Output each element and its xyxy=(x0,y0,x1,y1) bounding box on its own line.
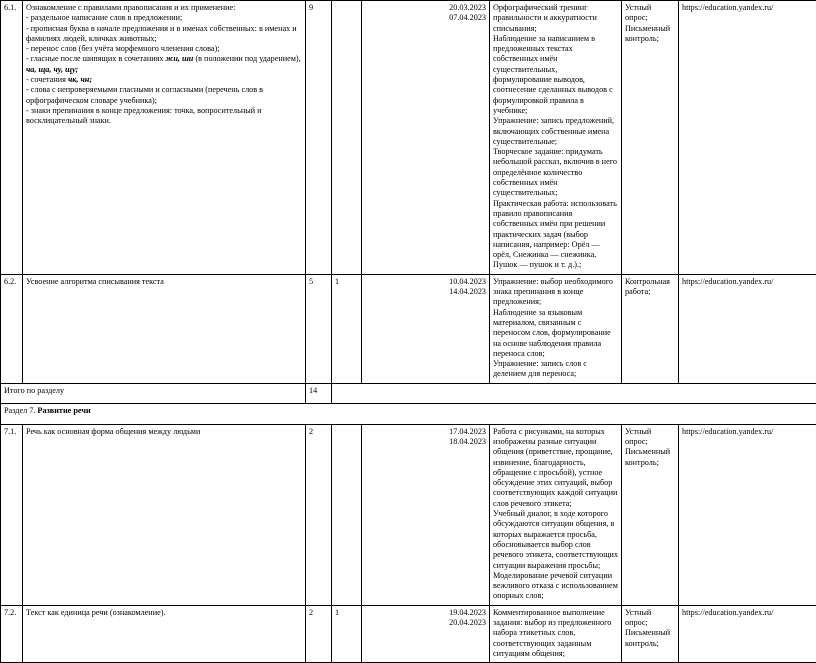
activity-item: Творческое задание: придумать небольшой рассказ, включив в него определённое количество собственных имён существительных; xyxy=(493,147,618,198)
subtotal-label: Итого по разделу xyxy=(1,383,306,403)
section-title: Развитие речи xyxy=(37,406,90,415)
form-item: Письменный контроль; xyxy=(625,447,675,468)
hours-cell: 9 xyxy=(306,1,332,275)
form-item: Контрольная работа; xyxy=(625,277,675,298)
resource-link[interactable]: https://education.yandex.ru/ xyxy=(679,605,816,662)
row-number: 6.2. xyxy=(1,274,23,383)
topic-line: Ознакомление с правилами правописания и их применение: xyxy=(26,3,302,13)
dates-cell xyxy=(362,1,490,275)
topic-cell: Усвоение алгоритма списывания текста xyxy=(23,274,306,383)
topic-line: - знаки препинания в конце предложения: точка, вопросительный и восклицательный знаки. xyxy=(26,106,302,127)
dates-cell xyxy=(362,274,490,383)
form-item: Устный опрос; xyxy=(625,427,675,448)
control-cell xyxy=(332,424,362,605)
form-item: Устный опрос; xyxy=(625,608,675,629)
start-date: 20.03.2023 xyxy=(365,3,486,13)
end-date: 14.04.2023 xyxy=(365,287,486,297)
section-heading: Раздел 7. Развитие речи xyxy=(1,403,816,424)
topic-cell: Речь как основная форма общения между людьми xyxy=(23,424,306,605)
form-item: Письменный контроль; xyxy=(625,628,675,649)
activity-item: Комментированное выполнение задания: выбор из предложенного набора этикетных слов, соответствующих заданным ситуациям общения; xyxy=(493,608,618,659)
topic-line: - прописная буква в начале предложения и в именах собственных: в именах и фамилиях людей, кличках животных; xyxy=(26,24,302,45)
control-cell: 1 xyxy=(332,605,362,662)
topic-line: - сочетания чк, чн; xyxy=(26,75,302,85)
activity-item: Моделирование речевой ситуации вежливого отказа с использованием опорных слов; xyxy=(493,571,618,602)
section-row xyxy=(1,403,816,424)
activity-item: Упражнение: выбор необходимого знака препинания в конце предложения; xyxy=(493,277,618,308)
activity-item: Наблюдение за языковым материалом, связанным с переносом слов, формулирование на основе наблюдения правила переноса слов; xyxy=(493,308,618,359)
row-number: 6.1. xyxy=(1,1,23,275)
start-date: 10.04.2023 xyxy=(365,277,486,287)
forms-cell xyxy=(622,1,679,275)
topic-line: - раздельное написание слов в предложении; xyxy=(26,13,302,23)
topic-cell xyxy=(23,1,306,275)
activity-item: Упражнение: запись предложений, включающих собственные имена существительные; xyxy=(493,116,618,147)
activities-cell xyxy=(490,605,622,662)
hours-cell: 2 xyxy=(306,605,332,662)
forms-cell xyxy=(622,274,679,383)
resource-link[interactable]: https://education.yandex.ru/ xyxy=(679,274,816,383)
activities-cell xyxy=(490,424,622,605)
form-item: Письменный контроль; xyxy=(625,24,675,45)
form-item: Устный опрос; xyxy=(625,3,675,24)
dates-cell xyxy=(362,605,490,662)
subtotal-row xyxy=(1,383,816,403)
topic-cell: Текст как единица речи (ознакомление). xyxy=(23,605,306,662)
start-date: 19.04.2023 xyxy=(365,608,486,618)
resource-link[interactable]: https://education.yandex.ru/ xyxy=(679,1,816,275)
activities-cell xyxy=(490,274,622,383)
topic-line: - гласные после шипящих в сочетаниях жи, ши (в положении под ударением), ча, ща, чу, щу; xyxy=(26,54,302,75)
table-row xyxy=(1,424,816,605)
row-number: 7.2. xyxy=(1,605,23,662)
activity-item: Наблюдение за написанием в предложенных текстах собственных имён существительных, формулирование выводов, соотнесение сделанных выводов с формулировкой правила в учебнике; xyxy=(493,34,618,116)
activities-cell xyxy=(490,1,622,275)
activity-item: Учебный диалог, в ходе которого обсуждаются ситуации общения, в которых выражается просьба, обосновывается выбор слов речевого этикета, соответствующих ситуации выражения просьбы; xyxy=(493,509,618,571)
table-row xyxy=(1,274,816,383)
forms-cell xyxy=(622,424,679,605)
activity-item: Практическая работа: использовать правило правописания собственных имён при решении практических задач (выбор написания, например: Орёл — орёл, Снежинка — снежинка, Пушок — пушок и т. д.).; xyxy=(493,199,618,271)
end-date: 18.04.2023 xyxy=(365,437,486,447)
table-row xyxy=(1,1,816,275)
hours-cell: 5 xyxy=(306,274,332,383)
topic-line: - перенос слов (без учёта морфемного членения слова); xyxy=(26,44,302,54)
subtotal-hours: 14 xyxy=(306,383,332,403)
forms-cell xyxy=(622,605,679,662)
activity-item: Орфографический тренинг правильности и аккуратности списывания; xyxy=(493,3,618,34)
start-date: 17.04.2023 xyxy=(365,427,486,437)
end-date: 20.04.2023 xyxy=(365,618,486,628)
control-cell: 1 xyxy=(332,274,362,383)
activity-item: Работа с рисунками, на которых изображены разные ситуации общения (приветствие, прощание, извинение, благодарность, обращение с просьбой), устное обсуждение этих ситуаций, выбор соответствующих каждой ситуации слов речевого этикета; xyxy=(493,427,618,509)
dates-cell xyxy=(362,424,490,605)
end-date: 07.04.2023 xyxy=(365,13,486,23)
hours-cell: 2 xyxy=(306,424,332,605)
resource-link[interactable]: https://education.yandex.ru/ xyxy=(679,424,816,605)
control-cell xyxy=(332,1,362,275)
subtotal-empty xyxy=(332,383,816,403)
table-row xyxy=(1,605,816,662)
activity-item: Упражнение: запись слов с делением для переноса; xyxy=(493,359,618,380)
topic-line: - слова с непроверяемыми гласными и согласными (перечень слов в орфографическом словаре учебника); xyxy=(26,85,302,106)
row-number: 7.1. xyxy=(1,424,23,605)
